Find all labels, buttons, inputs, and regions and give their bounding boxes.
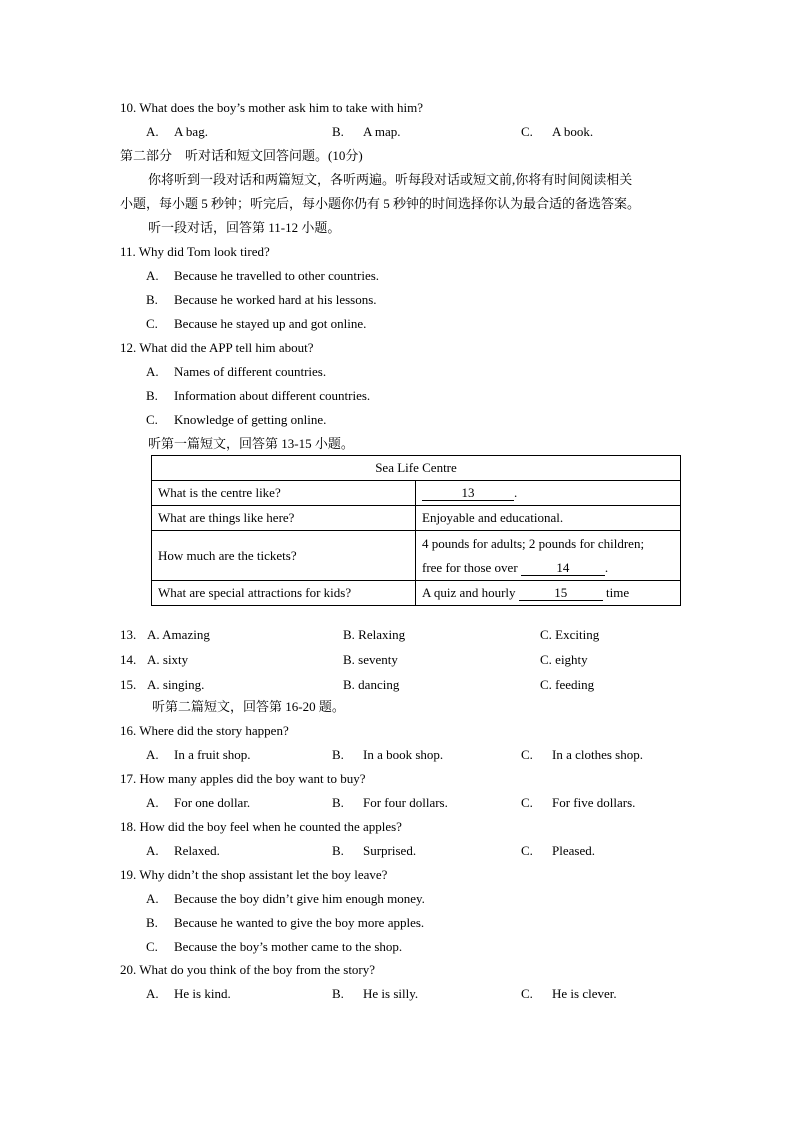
question-18-stem: 18. How did the boy feel when he counted the apples?	[120, 819, 402, 834]
question-13-number: 13.	[120, 627, 137, 642]
table-question-cell: What are special attractions for kids?	[152, 581, 416, 606]
question-11-stem: 11. Why did Tom look tired?	[120, 244, 270, 259]
question-15-option-c: C. feeding	[540, 677, 595, 692]
question-10-stem: 10. What does the boy’s mother ask him to take with him?	[120, 100, 424, 115]
question-16-stem: 16. Where did the story happen?	[120, 723, 289, 738]
part2-heading: 第二部分 听对话和短文回答问题。(10分)	[120, 148, 363, 163]
table-row	[152, 531, 681, 581]
question-13-option-c: C. Exciting	[540, 627, 600, 642]
part2-instruction-line1: 你将听到一段对话和两篇短文，各听两遍。听每段对话或短文前,你将有时间阅读相关	[148, 172, 633, 187]
table-row	[152, 506, 681, 531]
sea-life-centre-table	[151, 455, 681, 606]
question-19-option-a: A. Because the boy didn’t give him enough money.	[146, 891, 425, 906]
question-12-stem: 12. What did the APP tell him about?	[120, 340, 314, 355]
question-11-option-a: A. Because he travelled to other countries.	[146, 268, 380, 283]
question-10-option-a: A. A bag.	[146, 124, 208, 139]
question-19-option-b: B. Because he wanted to give the boy more apples.	[146, 915, 425, 930]
passage1-note: 听第一篇短文，回答第 13-15 小题。	[148, 436, 354, 451]
question-17-option-c: C. For five dollars.	[521, 795, 636, 810]
question-20-option-b: B. He is silly.	[332, 986, 419, 1001]
table-question-cell: What is the centre like?	[152, 481, 416, 506]
question-17-option-a: A. For one dollar.	[146, 795, 251, 810]
question-12-option-a: A. Names of different countries.	[146, 364, 327, 379]
answer-blank-15: 15	[519, 586, 603, 601]
question-18-option-b: B. Surprised.	[332, 843, 417, 858]
question-19-option-c: C. Because the boy’s mother came to the shop.	[146, 939, 403, 954]
question-15-number: 15.	[120, 677, 137, 692]
question-12-option-b: B. Information about different countries.	[146, 388, 371, 403]
question-19-stem: 19. Why didn’t the shop assistant let the boy leave?	[120, 867, 388, 882]
question-13-option-b: B. Relaxing	[343, 627, 406, 642]
question-20-stem: 20. What do you think of the boy from the story?	[120, 962, 376, 977]
table-title: Sea Life Centre	[152, 456, 681, 481]
table-question-cell: How much are the tickets?	[152, 531, 416, 581]
table-question-cell: What are things like here?	[152, 506, 416, 531]
question-14-option-b: B. seventy	[343, 652, 398, 667]
table-answer-cell: A quiz and hourly 15 time	[416, 581, 681, 606]
table-answer-cell: 13 .	[416, 481, 681, 506]
passage2-note: 听第二篇短文，回答第 16-20 题。	[152, 699, 345, 714]
question-12-option-c: C. Knowledge of getting online.	[146, 412, 327, 427]
question-17-stem: 17. How many apples did the boy want to buy?	[120, 771, 366, 786]
question-14-number: 14.	[120, 652, 137, 667]
question-15-option-b: B. dancing	[343, 677, 400, 692]
question-20-option-c: C. He is clever.	[521, 986, 617, 1001]
question-11-option-c: C. Because he stayed up and got online.	[146, 316, 367, 331]
dialog-note: 听一段对话，回答第 11-12 小题。	[148, 220, 341, 235]
table-row	[152, 581, 681, 606]
question-18-option-c: C. Pleased.	[521, 843, 595, 858]
question-16-option-a: A. In a fruit shop.	[146, 747, 251, 762]
question-14-option-a: A. sixty	[147, 652, 189, 667]
question-16-option-c: C. In a clothes shop.	[521, 747, 643, 762]
question-15-option-a: A. singing.	[147, 677, 205, 692]
table-answer-cell: Enjoyable and educational.	[416, 506, 681, 531]
answer-blank-14: 14	[521, 561, 605, 576]
question-17-option-b: B. For four dollars.	[332, 795, 448, 810]
question-18-option-a: A. Relaxed.	[146, 843, 220, 858]
table-row	[152, 481, 681, 506]
part2-instruction-line2: 小题，每小题 5 秒钟；听完后，每小题你仍有 5 秒钟的时间选择你认为最合适的备选答案。	[120, 196, 641, 211]
question-11-option-b: B. Because he worked hard at his lessons.	[146, 292, 377, 307]
question-20-option-a: A. He is kind.	[146, 986, 231, 1001]
question-10-option-c: C. A book.	[521, 124, 594, 139]
answer-blank-13: 13	[422, 486, 514, 501]
question-10-option-b: B. A map.	[332, 124, 401, 139]
question-16-option-b: B. In a book shop.	[332, 747, 444, 762]
question-13-option-a: A. Amazing	[147, 627, 210, 642]
question-14-option-c: C. eighty	[540, 652, 588, 667]
table-answer-cell: 4 pounds for adults; 2 pounds for children; free for those over 14 .	[416, 531, 681, 581]
